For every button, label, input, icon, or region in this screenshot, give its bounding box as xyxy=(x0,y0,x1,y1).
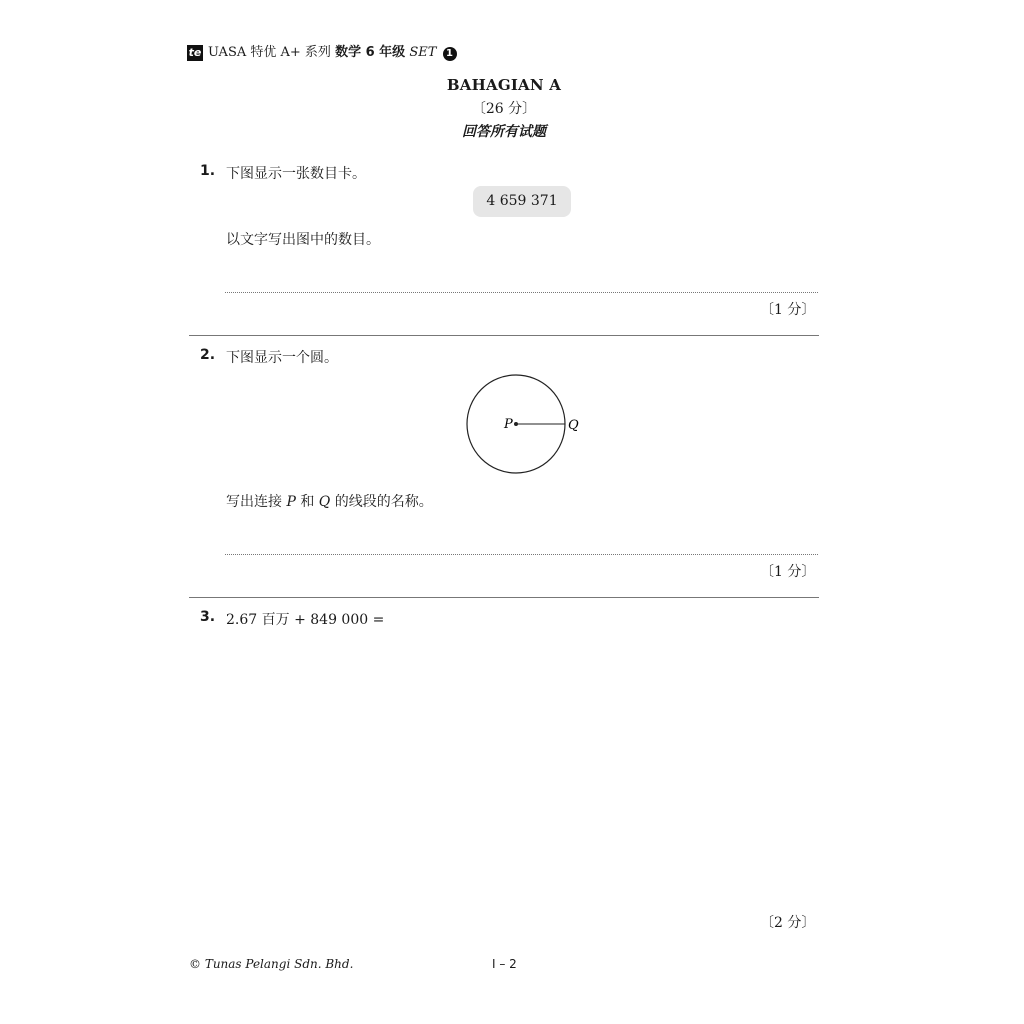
prompt-part: 的线段的名称。 xyxy=(330,494,433,510)
section-title: BAHAGIAN A xyxy=(446,76,562,94)
label-p: P xyxy=(504,417,513,432)
question-3-marks: 〔2 分〕 xyxy=(760,915,816,931)
copyright-notice: © Tunas Pelangi Sdn. Bhd. xyxy=(189,957,354,971)
question-1-text: 下图显示一张数目卡。 xyxy=(226,166,366,182)
question-2-number: 2. xyxy=(200,347,216,363)
section-marks: 〔26 分〕 xyxy=(471,101,537,117)
question-2-answer-line[interactable] xyxy=(225,554,818,555)
question-divider-1 xyxy=(189,335,819,336)
question-3-working-area[interactable] xyxy=(226,640,818,900)
question-1-number: 1. xyxy=(200,163,216,179)
circle-diagram xyxy=(460,368,590,480)
page-number: I – 2 xyxy=(492,957,517,971)
prompt-part: 和 xyxy=(295,494,319,510)
label-q: Q xyxy=(568,418,579,433)
series-name: UASA 特优 A+ 系列 xyxy=(208,45,331,60)
center-point xyxy=(514,422,518,426)
question-2-text: 下图显示一个圆。 xyxy=(226,350,338,366)
question-3-text: 2.67 百万 + 849 000 = xyxy=(226,612,385,628)
question-1-answer-line[interactable] xyxy=(225,292,818,293)
publisher-logo: te xyxy=(188,46,202,59)
prompt-var-p: P xyxy=(286,494,296,510)
subject-name: 数学 6 年级 xyxy=(335,45,406,60)
question-2-marks: 〔1 分〕 xyxy=(760,564,816,580)
prompt-var-q: Q xyxy=(318,494,331,510)
question-1-marks: 〔1 分〕 xyxy=(760,302,816,318)
question-divider-2 xyxy=(189,597,819,598)
set-label: SET xyxy=(409,45,437,60)
running-header xyxy=(208,44,457,62)
question-3-number: 3. xyxy=(200,609,216,625)
question-1-prompt: 以文字写出图中的数目。 xyxy=(226,232,380,248)
prompt-part: 写出连接 xyxy=(226,494,287,510)
set-number-badge: 1 xyxy=(443,47,457,61)
section-instruction: 回答所有试题 xyxy=(462,124,546,140)
question-2-prompt xyxy=(226,491,433,511)
number-card: 4 659 371 xyxy=(473,186,571,217)
